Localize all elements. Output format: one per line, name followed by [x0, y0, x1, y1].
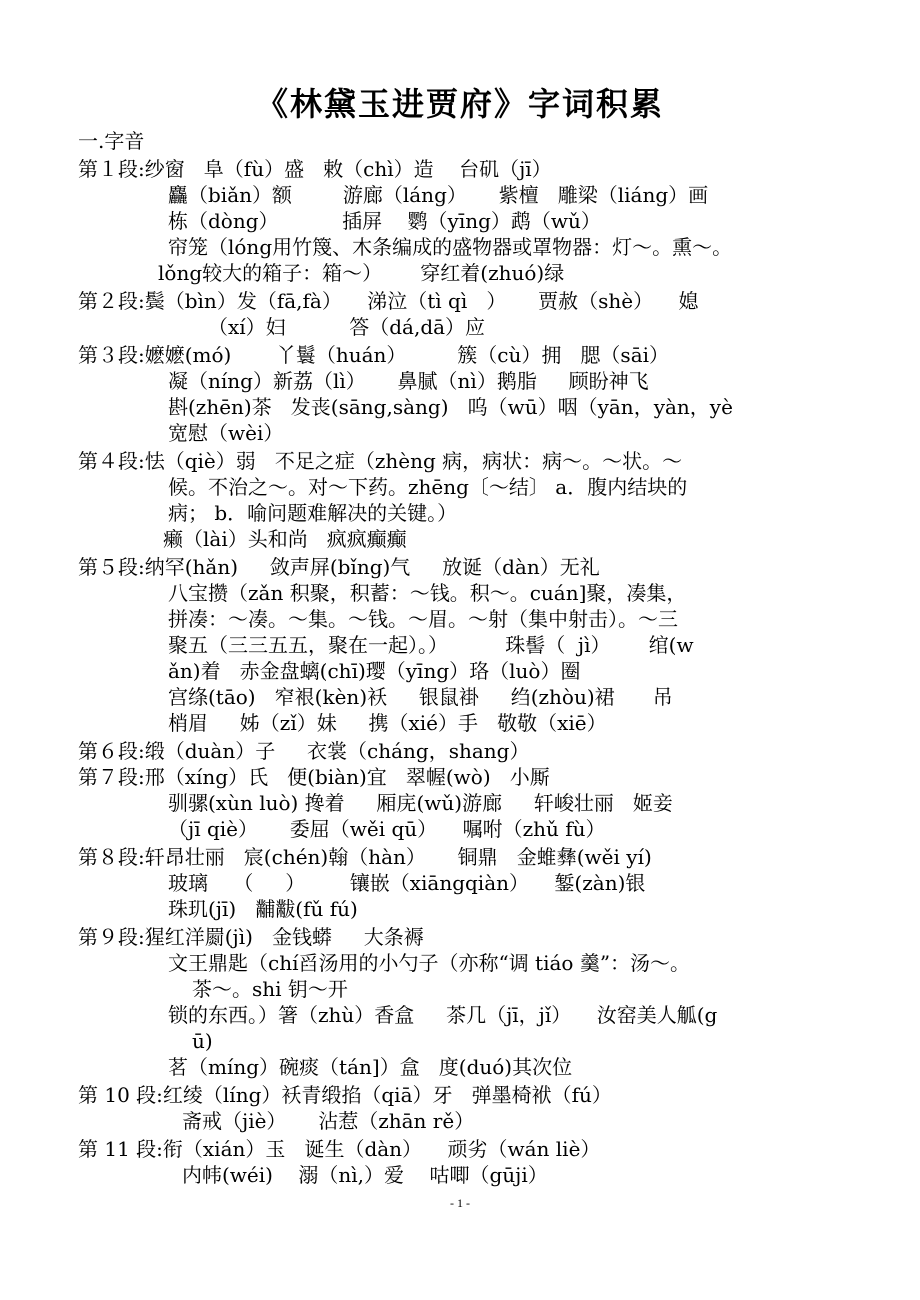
- paragraph-9-line: 茗（míng）碗痰（tán]）盒 度(duó)其次位: [168, 1055, 573, 1079]
- paragraph-6-line: 第６段:缎（duàn）子 衣裳（cháng，shang）: [78, 739, 530, 763]
- document-title: 《林黛玉进贾府》字词积累: [255, 85, 664, 123]
- paragraph-4-line: 病； b．喻问题难解决的关键。）: [168, 501, 458, 525]
- paragraph-3-line: 宽慰（wèi）: [168, 421, 284, 445]
- paragraph-11-line: 第 11 段:衔（xián）玉 诞生（dàn） 顽劣（wán liè）: [78, 1137, 601, 1161]
- paragraph-3-line: 凝（níng）新荔（lì） 鼻腻（nì）鹅脂 顾盼神飞: [168, 369, 649, 393]
- paragraph-7-line: 第７段:邢（xíng）氏 便(biàn)宜 翠幄(wò) 小厮: [78, 765, 550, 789]
- paragraph-8-line: 第８段:轩昂壮丽 宸(chén)翰（hàn） 铜鼎 金蜼彝(wěi yí): [78, 845, 652, 869]
- paragraph-3-line: 第３段:嬷嬷(mó) 丫鬟（huán） 簇（cù）拥 腮（sāi）: [78, 343, 670, 367]
- paragraph-2-line: （xí）妇 答（dá,dā）应: [208, 315, 486, 339]
- page-number: - 1 -: [450, 1196, 470, 1210]
- paragraph-3-line: 斟(zhēn)茶 发丧(sāng,sàng) 呜（wū）咽（yān，yàn，yè: [168, 395, 733, 419]
- paragraph-7-line: 驯骡(xùn luò) 搀着 厢庑(wǔ)游廊 轩峻壮丽 姬妾: [168, 791, 673, 815]
- paragraph-9-line: 文王鼎匙（chí舀汤用的小勺子（亦称“调 tiáo 羹”：汤～。: [168, 951, 691, 975]
- paragraph-9-line: 茶～。shi 钥～开: [192, 977, 348, 1001]
- paragraph-11-line: 内帏(wéi) 溺（nì,）爱 咕唧（gūji）: [182, 1163, 548, 1187]
- paragraph-5-line: 八宝攒（zǎn 积聚，积蓄：～钱。积～。cuán]聚，凑集，: [168, 581, 687, 605]
- paragraph-8-line: 玻璃 （ ） 镶嵌（xiāngqiàn） 錾(zàn)银: [168, 871, 646, 895]
- paragraph-2-line: 第２段:鬓（bìn）发（fā,fà） 涕泣（tì qì ） 贾赦（shè） 媳: [78, 289, 699, 313]
- paragraph-10-line: 第 10 段:红绫（líng）袄青缎掐（qiā）牙 弹墨椅袱（fú）: [78, 1083, 612, 1107]
- paragraph-5-line: 拼凑：～凑。～集。～钱。～眉。～射（集中射击）。～三: [168, 607, 678, 631]
- paragraph-10-line: 斋戒（jiè） 沾惹（zhān rě）: [182, 1109, 475, 1133]
- paragraph-4-line: 癞（lài）头和尚 疯疯癫癫: [163, 527, 407, 551]
- paragraph-4-line: 第４段:怯（qiè）弱 不足之症（zhèng 病，病状：病～。～状。～: [78, 449, 683, 473]
- paragraph-5-line: 宫绦(tāo) 窄裉(kèn)袄 银鼠褂 绉(zhòu)裙 吊: [168, 685, 673, 709]
- section-heading: 一.字音: [78, 129, 145, 153]
- paragraph-5-line: 梢眉 姊（zǐ）妹 携（xié）手 敬敬（xiē）: [168, 711, 607, 735]
- paragraph-1-line: 麤（biǎn）额 游廊（láng） 紫檀 雕梁（liáng）画: [168, 183, 709, 207]
- paragraph-9-line: 锁的东西。）箸（zhù）香盒 茶几（jī，jǐ） 汝窑美人觚(g: [168, 1003, 718, 1027]
- paragraph-9-line: ū): [192, 1029, 213, 1053]
- paragraph-1-line: 第１段:纱窗 阜（fù）盛 敕（chì）造 台矶（jī）: [78, 157, 552, 181]
- paragraph-5-line: 聚五（三三五五，聚在一起）。） 珠髻（ jì） 绾(w: [168, 633, 694, 657]
- paragraph-7-line: （jī qiè） 委屈（wěi qū） 嘱咐（zhǔ fù）: [168, 817, 606, 841]
- paragraph-8-line: 珠玑(jī) 黼黻(fǔ fú): [168, 897, 358, 921]
- paragraph-4-line: 候。不治之～。对～下药。zhēng〔～结〕 a．腹内结块的: [168, 475, 688, 499]
- paragraph-1-line: 帘笼（lóng用竹篾、木条编成的盛物器或罩物器：灯～。熏～。: [168, 235, 733, 259]
- paragraph-5-line: 第５段:纳罕(hǎn) 敛声屏(bǐng)气 放诞（dàn）无礼: [78, 555, 600, 579]
- paragraph-5-line: ǎn)着 赤金盘螭(chī)璎（yīng）珞（luò）圈: [168, 659, 581, 683]
- paragraph-1-line: 栋（dòng） 插屏 鹦（yīng）鹉（wǔ）: [168, 209, 601, 233]
- paragraph-9-line: 第９段:猩红洋罽(jì) 金钱蟒 大条褥: [78, 925, 424, 949]
- paragraph-1-line: lǒng较大的箱子：箱～） 穿红着(zhuó)绿: [158, 261, 565, 285]
